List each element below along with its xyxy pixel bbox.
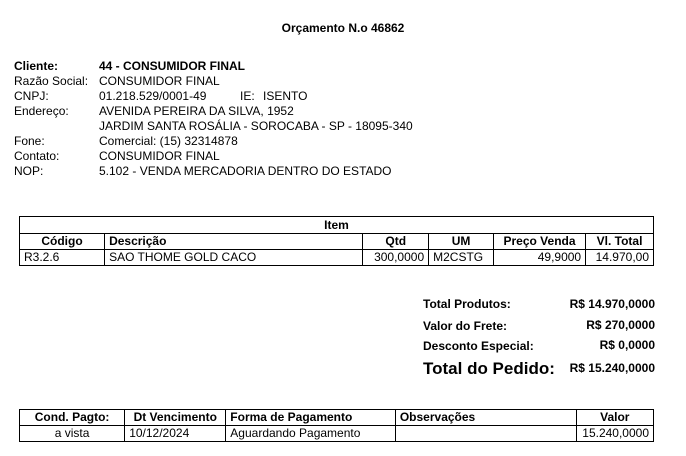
table-row (20, 426, 654, 442)
col-codigo: Código (20, 234, 105, 250)
col-observacoes: Observações (395, 410, 576, 426)
col-preco-venda: Preço Venda (493, 234, 585, 250)
nop-value: 5.102 - VENDA MERCADORIA DENTRO DO ESTADO (99, 164, 392, 178)
valor-frete-label: Valor do Frete: (423, 319, 508, 333)
razao-label: Razão Social: (14, 74, 89, 88)
cnpj-label: CNPJ: (14, 89, 49, 103)
cell-um: M2CSTG (429, 250, 494, 266)
payment-table (19, 409, 654, 442)
col-descricao: Descrição (105, 234, 363, 250)
valor-frete-value: R$ 270,0000 (586, 318, 655, 332)
items-caption: Item (20, 217, 654, 234)
fone-value: Comercial: (15) 32314878 (99, 134, 238, 148)
col-valor: Valor (576, 410, 653, 426)
endereco-line2: JARDIM SANTA ROSÁLIA - SOROCABA - SP - 18095-340 (99, 119, 413, 133)
cell-dt-vencimento: 10/12/2024 (125, 426, 226, 442)
table-row (20, 250, 654, 266)
cell-codigo: R3.2.6 (20, 250, 105, 266)
total-pedido-value: R$ 15.240,0000 (569, 361, 655, 375)
cell-observacoes (395, 426, 576, 442)
cnpj-value: 01.218.529/0001-49 (99, 89, 207, 103)
fone-label: Fone: (14, 134, 45, 148)
total-produtos-label: Total Produtos: (423, 297, 511, 311)
desconto-label: Desconto Especial: (423, 339, 534, 353)
col-um: UM (429, 234, 494, 250)
desconto-value: R$ 0,0000 (599, 338, 655, 352)
endereco-line1: AVENIDA PEREIRA DA SILVA, 1952 (99, 104, 294, 118)
col-forma-pagamento: Forma de Pagamento (226, 410, 396, 426)
cliente-label: Cliente: (14, 59, 59, 73)
ie-value: ISENTO (263, 89, 308, 103)
items-table (19, 216, 654, 266)
razao-value: CONSUMIDOR FINAL (99, 74, 220, 88)
col-dt-vencimento: Dt Vencimento (125, 410, 226, 426)
endereco-label: Endereço: (14, 104, 69, 118)
cell-descricao: SAO THOME GOLD CACO (105, 250, 363, 266)
page-title: Orçamento N.o 46862 (281, 21, 405, 35)
cliente-value: 44 - CONSUMIDOR FINAL (99, 59, 246, 73)
cell-cond-pagto: a vista (20, 426, 125, 442)
nop-label: NOP: (14, 164, 44, 178)
col-qtd: Qtd (363, 234, 429, 250)
cell-qtd: 300,0000 (363, 250, 429, 266)
ie-label: IE: (240, 89, 255, 103)
contato-label: Contato: (14, 149, 60, 163)
contato-value: CONSUMIDOR FINAL (99, 149, 220, 163)
total-produtos-value: R$ 14.970,0000 (569, 297, 655, 311)
col-cond-pagto: Cond. Pagto: (20, 410, 125, 426)
cell-preco-venda: 49,9000 (493, 250, 585, 266)
cell-valor: 15.240,0000 (576, 426, 653, 442)
col-vl-total: Vl. Total (586, 234, 654, 250)
cell-forma-pagamento: Aguardando Pagamento (226, 426, 396, 442)
total-pedido-label: Total do Pedido: (423, 359, 555, 378)
cell-vl-total: 14.970,00 (586, 250, 654, 266)
